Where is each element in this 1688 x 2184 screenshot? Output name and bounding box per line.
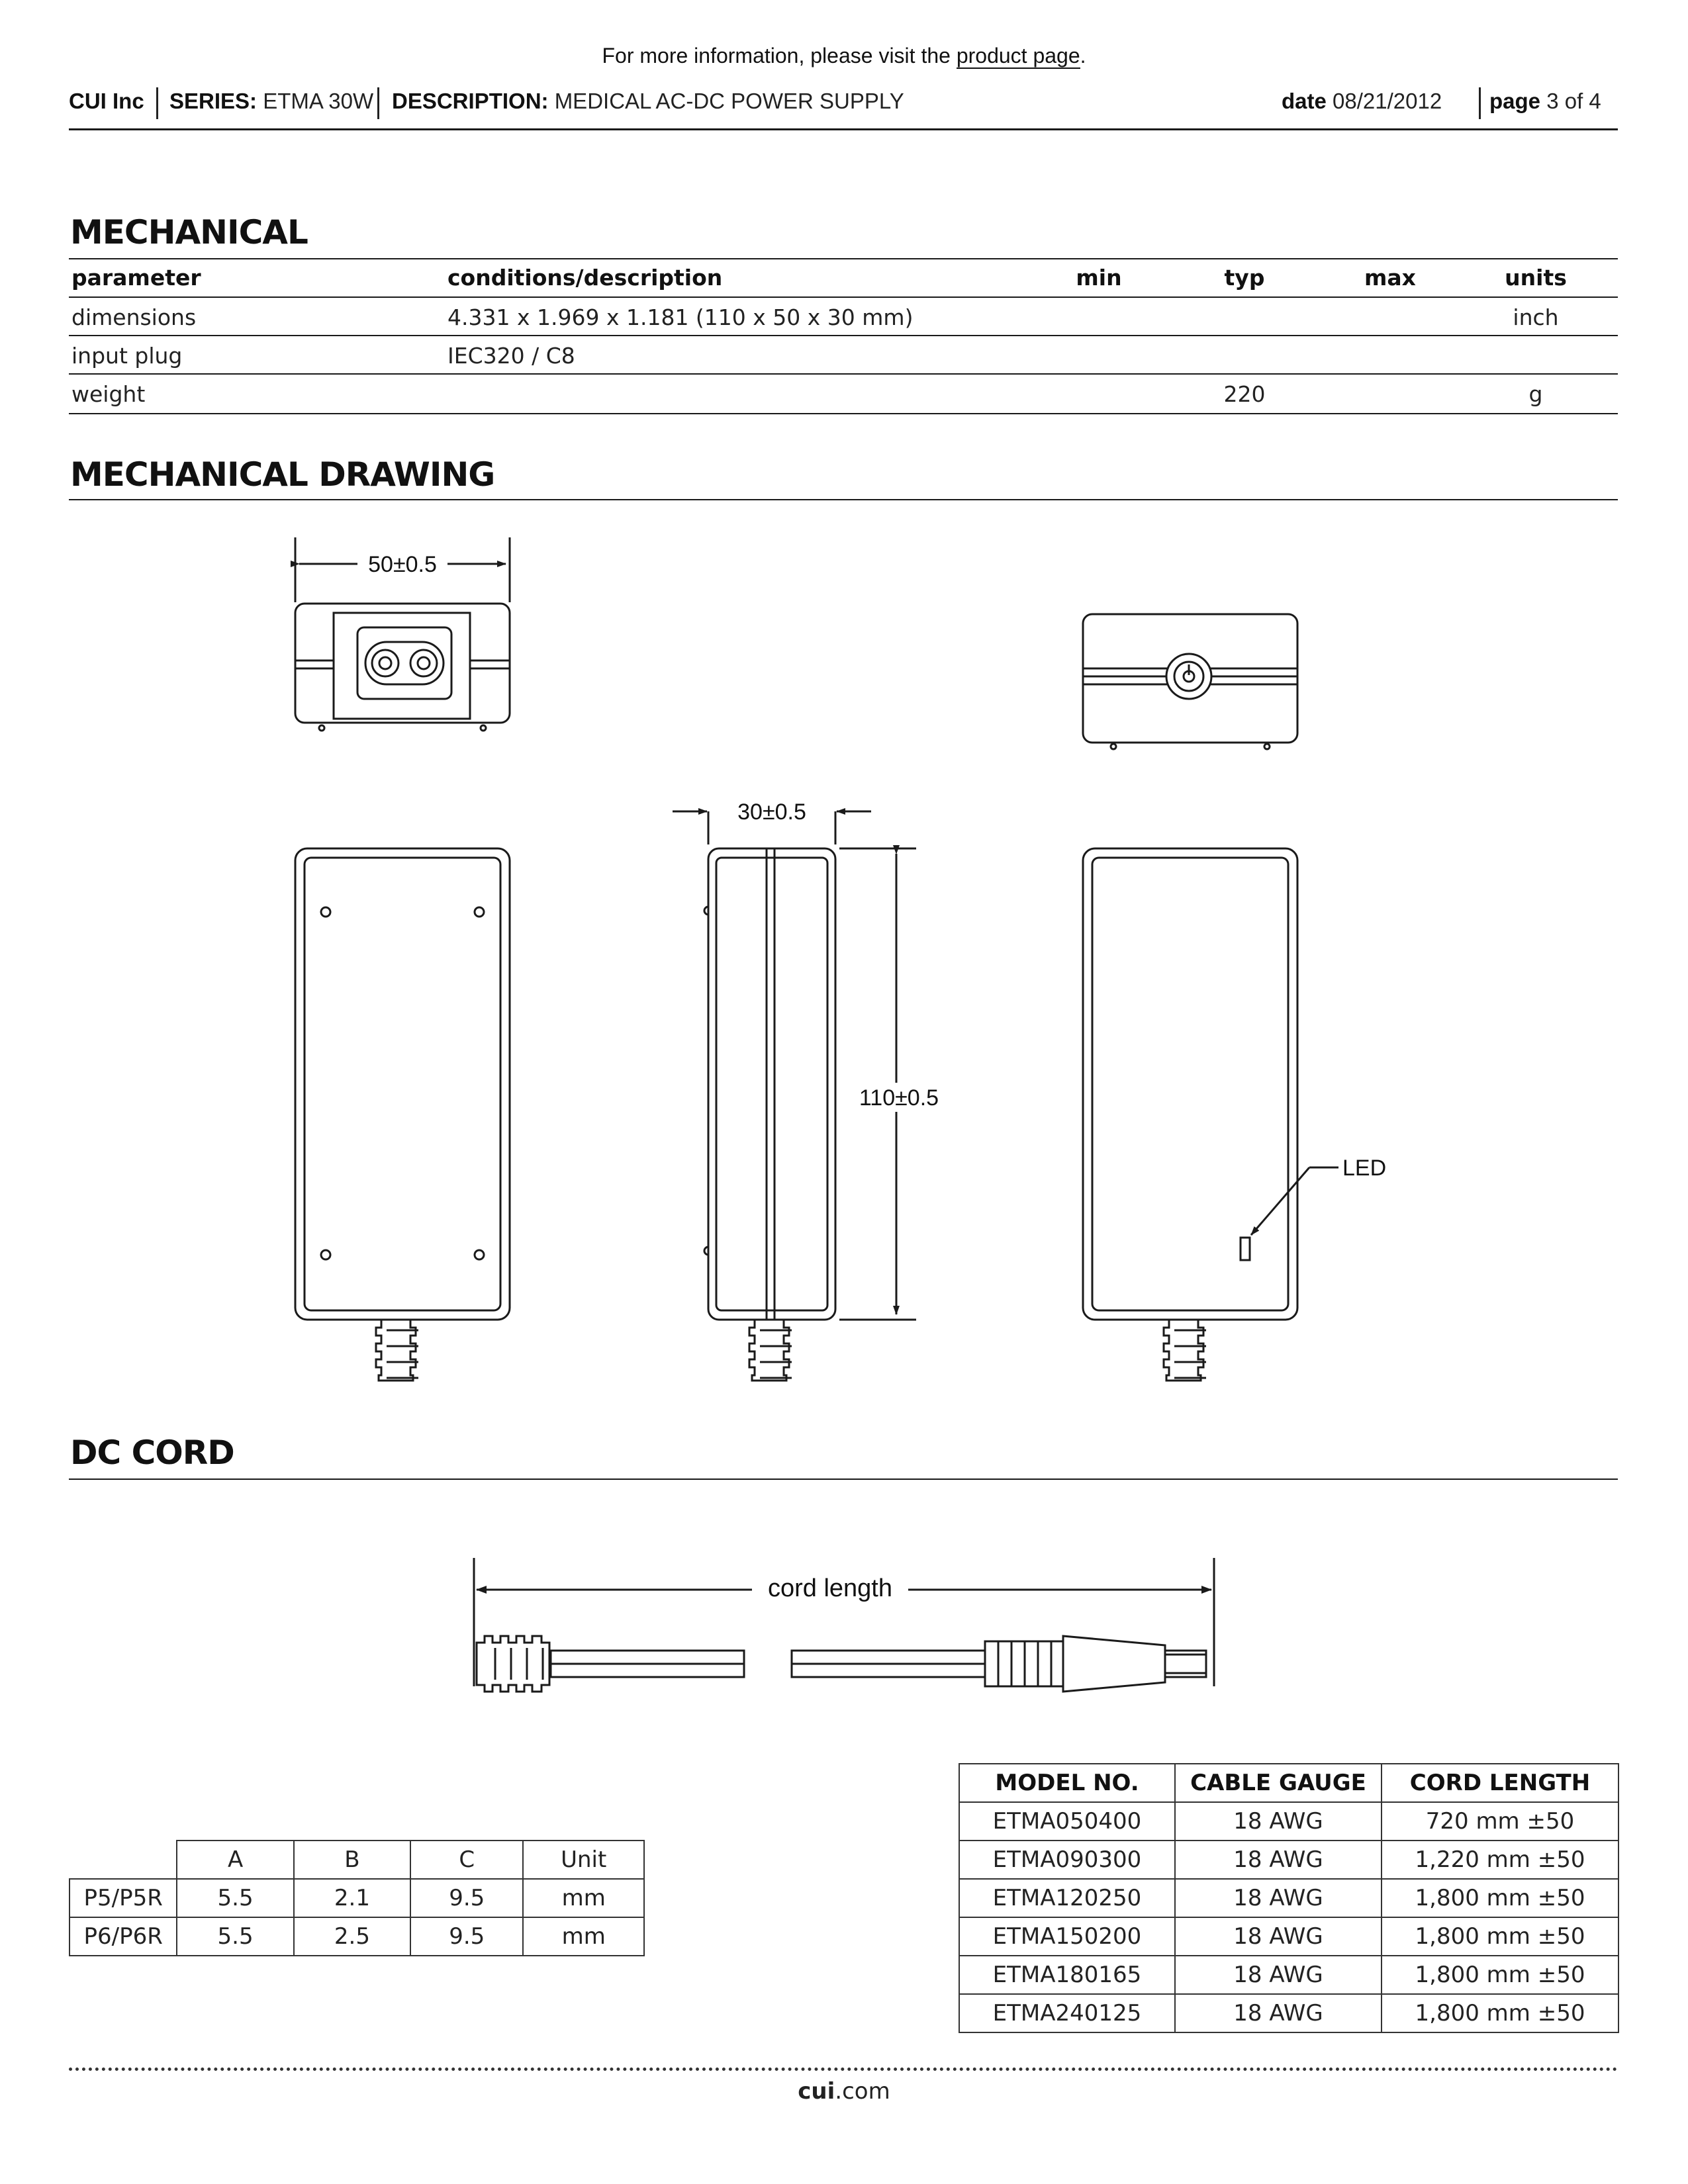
table-cell: mm [523,1917,644,1956]
table-row-units: g [1528,381,1543,407]
table-cell: P6/P6R [70,1917,177,1956]
table-cell: 18 AWG [1175,1917,1382,1956]
footer-url[interactable] [0,2078,1688,2105]
table-header-cell: B [294,1841,410,1879]
table-row [959,1879,1618,1917]
table-row [959,1956,1618,1994]
table-cell: 1,800 mm ±50 [1382,1956,1618,1994]
table-row-units: inch [1513,304,1559,330]
top-note-suffix: . [1080,44,1086,68]
header-series: SERIES: ETMA 30W [169,89,374,113]
table-cell: ETMA150200 [959,1917,1175,1956]
th-conditions: conditions/description [447,265,723,291]
table-cell: P5/P5R [70,1879,177,1917]
table-header-cell: MODEL NO. [959,1764,1175,1802]
table-row-parameter: input plug [71,343,183,369]
table-cell: 18 AWG [1175,1879,1382,1917]
table-header-cell: CORD LENGTH [1382,1764,1618,1802]
table-cell-empty [70,1841,177,1879]
table-cell: ETMA050400 [959,1802,1175,1841]
table-cell: 2.1 [294,1879,410,1917]
table-cell: 9.5 [410,1917,523,1956]
table-cell: 1,220 mm ±50 [1382,1841,1618,1879]
front-view [295,848,510,1381]
table-row-parameter: weight [71,381,146,407]
table-row-typ: 220 [1223,381,1266,407]
table-row [959,1994,1618,2032]
table-header-cell: CABLE GAUGE [1175,1764,1382,1802]
back-view [1083,848,1338,1381]
section-title-mechanical-drawing: MECHANICAL DRAWING [70,455,495,494]
table-header-cell: C [410,1841,523,1879]
dim-length-label: 110±0.5 [859,1085,939,1111]
table-cell: 2.5 [294,1917,410,1956]
table-cell: 18 AWG [1175,1841,1382,1879]
table-cell: 1,800 mm ±50 [1382,1917,1618,1956]
table-cell: 1,800 mm ±50 [1382,1879,1618,1917]
table-row-parameter: dimensions [71,304,197,330]
section-rule [69,1479,1618,1480]
table-row [959,1917,1618,1956]
top-note-prefix: For more information, please visit the [602,44,957,68]
table-cell: ETMA090300 [959,1841,1175,1879]
footer-url-bold: cui [798,2078,835,2105]
table-row [959,1802,1618,1841]
th-typ: typ [1224,265,1265,291]
header-company: CUI Inc [69,89,144,113]
table-row-conditions: IEC320 / C8 [447,343,575,369]
table-cell: mm [523,1879,644,1917]
plug-dimension-table [69,1840,645,1956]
table-cell: 18 AWG [1175,1956,1382,1994]
led-label: LED [1342,1156,1387,1181]
table-header-cell: A [177,1841,293,1879]
table-cell: ETMA240125 [959,1994,1175,2032]
section-title-mechanical: MECHANICAL [70,213,308,251]
table-header-cell: Unit [523,1841,644,1879]
table-row [70,1879,644,1917]
header-description: DESCRIPTION: MEDICAL AC-DC POWER SUPPLY [392,89,904,113]
table-cell: 18 AWG [1175,1994,1382,2032]
th-parameter: parameter [71,265,201,291]
header-date: date 08/21/2012 [1282,89,1442,113]
footer-url-rest: .com [835,2078,890,2105]
table-cell: ETMA180165 [959,1956,1175,1994]
table-cell: 1,800 mm ±50 [1382,1994,1618,2032]
th-max: max [1364,265,1416,291]
table-row-conditions: 4.331 x 1.969 x 1.181 (110 x 50 x 30 mm) [447,304,914,330]
table-cell: 5.5 [177,1879,293,1917]
dc-cord-drawing [0,1522,1688,1721]
dim-width-label: 50±0.5 [368,552,437,577]
table-cell: 9.5 [410,1879,523,1917]
footer-rule [69,2068,1618,2071]
table-row [959,1841,1618,1879]
product-page-link[interactable]: product page [956,44,1080,68]
section-title-dc-cord: DC CORD [70,1433,234,1472]
header-page: page 3 of 4 [1489,89,1601,113]
end-view-output [1083,614,1297,749]
dim-thickness-label: 30±0.5 [737,799,806,825]
model-table [959,1763,1619,2033]
table-cell: ETMA120250 [959,1879,1175,1917]
th-units: units [1505,265,1567,291]
table-cell: 720 mm ±50 [1382,1802,1618,1841]
cord-length-label: cord length [767,1574,893,1602]
table-row [70,1917,644,1956]
th-min: min [1076,265,1122,291]
table-cell: 5.5 [177,1917,293,1956]
table-cell: 18 AWG [1175,1802,1382,1841]
